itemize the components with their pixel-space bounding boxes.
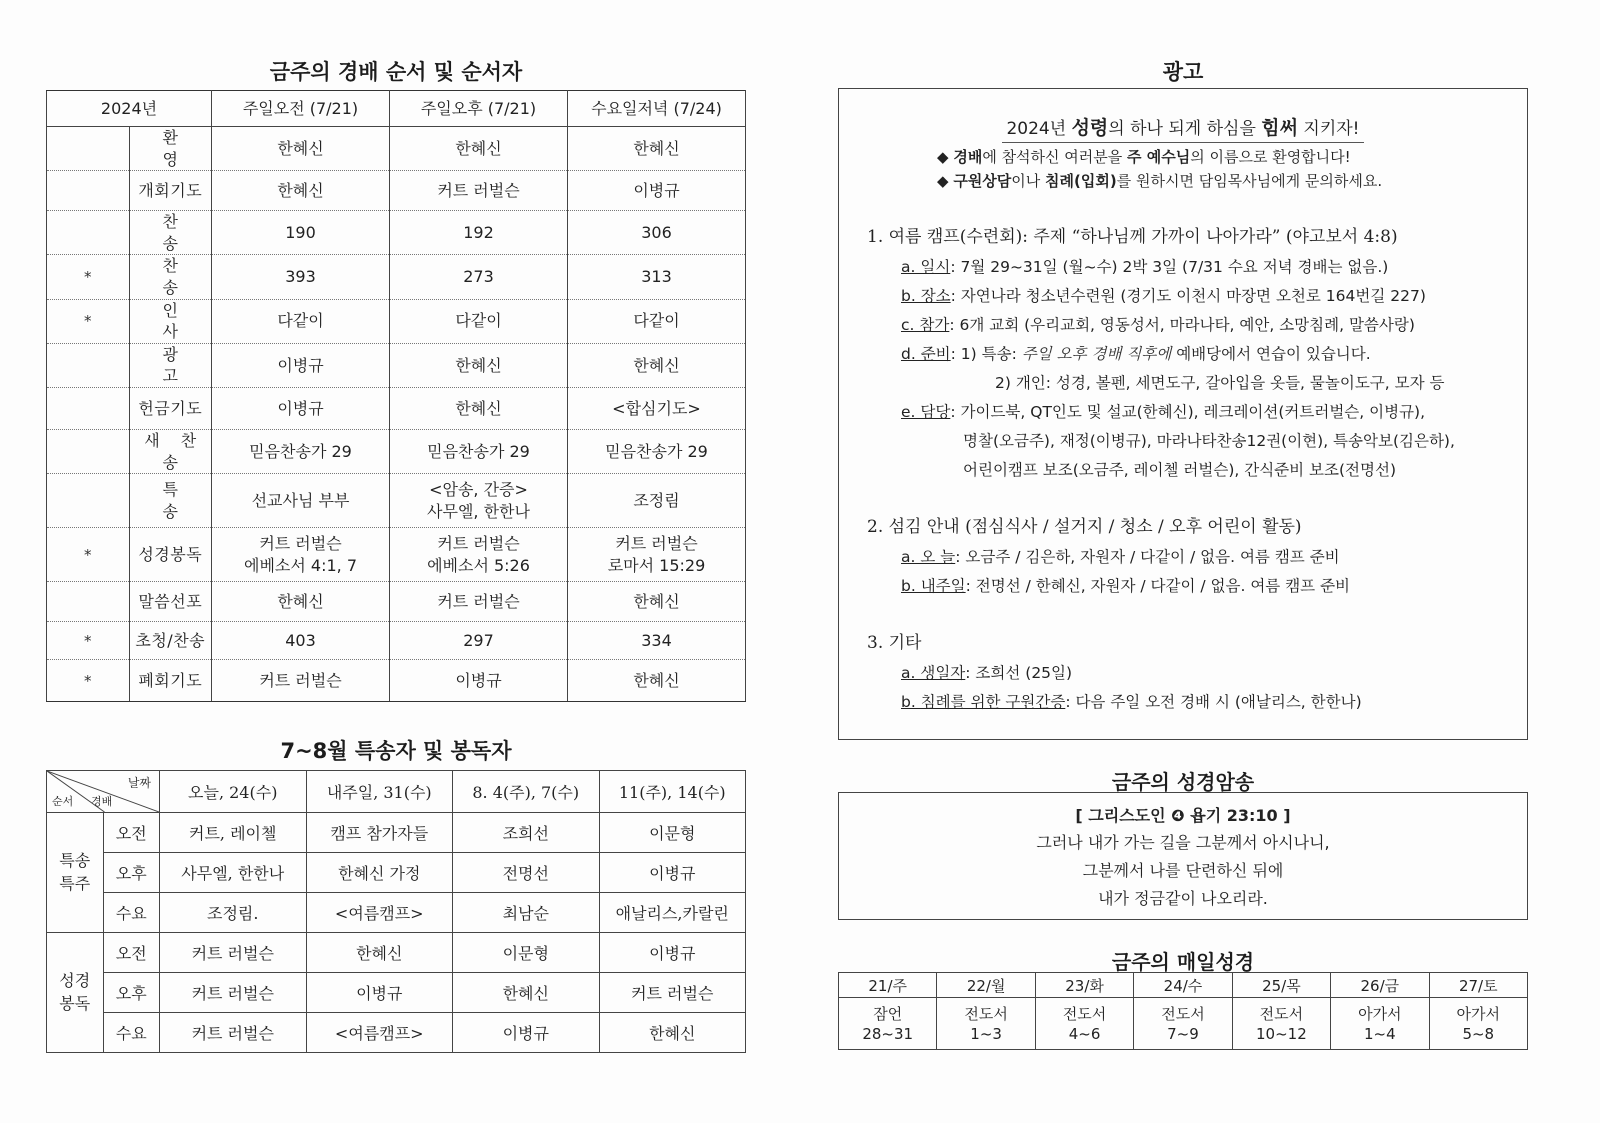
bullet-text: 의 이름으로 환영합니다! — [1190, 148, 1351, 166]
chapter-range: 1~4 — [1363, 1024, 1396, 1043]
order-label: 찬 송 — [129, 211, 212, 255]
worship-row — [47, 127, 746, 171]
special-row — [47, 853, 746, 893]
announcements-title: 광고 — [1162, 60, 1204, 84]
spacer — [867, 601, 1517, 627]
assignee-cell: <여름캠프> — [306, 1013, 453, 1053]
leader-cell — [568, 660, 746, 702]
leader-cell — [390, 474, 568, 528]
cell-line: 이병규 — [277, 355, 324, 375]
standing-marker — [47, 127, 130, 171]
cell-line: 다같이 — [455, 311, 502, 331]
leader-cell — [568, 528, 746, 582]
special-row — [47, 1013, 746, 1053]
cell-line: 사무엘, 한한나 — [427, 501, 530, 521]
assignee-cell: 커트 러벌슨 — [160, 933, 307, 973]
leader-cell — [212, 622, 390, 660]
subitem-key: c. 참가 — [901, 316, 950, 334]
standing-marker — [47, 582, 130, 622]
cell-line: 커트 러벌슨 — [615, 534, 698, 554]
standing-marker — [47, 343, 130, 387]
leader-cell — [212, 171, 390, 211]
cell-line: 커트 러벌슨 — [437, 180, 520, 200]
leader-cell — [390, 171, 568, 211]
assignee-cell: 커트 러벌슨 — [160, 1013, 307, 1053]
announcement-subitem — [867, 282, 1517, 311]
worship-order-title: 금주의 경배 순서 및 순서자 — [269, 60, 523, 84]
day-header: 25/목 — [1232, 973, 1330, 998]
announcement-items — [867, 221, 1517, 717]
leader-cell — [568, 429, 746, 473]
order-label: 폐회기도 — [129, 660, 212, 702]
announcement-subitem — [867, 688, 1517, 717]
bullet-bold: 침례(입회) — [1045, 172, 1117, 190]
service-label: 수요 — [103, 893, 160, 933]
order-label: 특 송 — [129, 474, 212, 528]
standing-marker — [47, 429, 130, 473]
assignee-cell: 이병규 — [306, 973, 453, 1013]
day-header: 27/토 — [1429, 973, 1527, 998]
cell-line: 306 — [641, 222, 672, 242]
worship-row — [47, 387, 746, 429]
leader-cell — [212, 127, 390, 171]
date-column-3: 8. 4(주), 7(수) — [453, 771, 600, 813]
bullet-text: 를 원하시면 담임목사님에게 문의하세요. — [1116, 172, 1383, 190]
cell-line: 커트 러벌슨 — [437, 534, 520, 554]
leader-cell — [212, 474, 390, 528]
worship-row — [47, 343, 746, 387]
verse-line: 그러나 내가 가는 길을 그분께서 아시나니, — [1036, 833, 1330, 852]
subitem-text: : 가이드북, QT인도 및 설교(한혜신), 레크레이션(커트러벌슨, 이병규), — [950, 403, 1426, 421]
special-row — [47, 893, 746, 933]
bullet-welcome — [937, 145, 1382, 169]
cell-line: 믿음찬송가 29 — [605, 441, 708, 461]
cell-line: 297 — [463, 630, 494, 650]
book-name: 아가서 — [1358, 1004, 1402, 1023]
leader-cell — [212, 299, 390, 343]
leader-cell — [390, 211, 568, 255]
assignee-cell: 전명선 — [453, 853, 600, 893]
assignee-cell: <여름캠프> — [306, 893, 453, 933]
cell-line: 한혜신 — [277, 180, 324, 200]
announcement-subitem — [867, 311, 1517, 340]
cell-line: 선교사님 부부 — [251, 490, 350, 510]
assignee-cell: 이문형 — [599, 813, 746, 853]
assignee-cell: 사무엘, 한한나 — [160, 853, 307, 893]
announcement-continuation: 어린이캠프 보조(오금주, 레이첼 러벌슨), 간식준비 보조(전명선) — [963, 461, 1397, 479]
announcement-subitem — [867, 340, 1517, 369]
reading-cell — [1134, 998, 1232, 1050]
cell-line: 한혜신 — [633, 591, 680, 611]
leader-cell — [390, 127, 568, 171]
assignee-cell: 최남순 — [453, 893, 600, 933]
announcement-subitem — [867, 659, 1517, 688]
cell-line: <암송, 간증> — [429, 480, 528, 500]
leader-cell — [390, 528, 568, 582]
chapter-range: 7~9 — [1167, 1024, 1199, 1043]
verse-line: 내가 정금같이 나오리라. — [1098, 889, 1268, 908]
day-header: 24/수 — [1134, 973, 1232, 998]
assignee-cell: 한혜신 — [599, 1013, 746, 1053]
leader-cell — [212, 429, 390, 473]
reading-cell — [937, 998, 1035, 1050]
memory-verse-title: 금주의 성경암송 — [1111, 770, 1255, 794]
verse-line: 그분께서 나를 단련하신 뒤에 — [1082, 861, 1284, 880]
worship-row — [47, 622, 746, 660]
cell-line: 한혜신 — [455, 398, 502, 418]
assignee-cell: 한혜신 — [453, 973, 600, 1013]
chapter-range: 4~6 — [1068, 1024, 1101, 1043]
worship-row — [47, 582, 746, 622]
book-name: 잠언 — [873, 1004, 903, 1023]
date-column-2: 내주일, 31(수) — [306, 771, 453, 813]
bullet-text: 이나 — [1011, 172, 1046, 190]
motto-bold: 성령 — [1071, 117, 1109, 139]
reading-cell — [1232, 998, 1330, 1050]
leader-cell — [212, 582, 390, 622]
standing-marker: * — [47, 528, 130, 582]
corner-worship-label: 경배 — [91, 795, 113, 808]
special-row — [47, 973, 746, 1013]
diamond-bullet-icon: ◆ — [937, 148, 949, 166]
cell-line: 334 — [641, 630, 672, 650]
subitem-key: a. 생일자 — [901, 664, 966, 682]
cell-line: 한혜신 — [633, 670, 680, 690]
cell-line: 이병규 — [277, 398, 324, 418]
worship-row — [47, 660, 746, 702]
assignee-cell: 커트 러벌슨 — [160, 973, 307, 1013]
group-label-line: 성경 — [59, 971, 91, 991]
special-row — [47, 813, 746, 853]
bullet-bold: 경배 — [953, 148, 983, 166]
group-label-line: 특주 — [59, 873, 91, 893]
cell-line: 한혜신 — [277, 138, 324, 158]
cell-line: 한혜신 — [455, 138, 502, 158]
service-label: 오후 — [103, 853, 160, 893]
year-motto — [839, 113, 1527, 143]
cell-line: 조정림 — [633, 490, 680, 510]
subitem-text: 예배당에서 연습이 있습니다. — [1171, 345, 1371, 363]
worship-row — [47, 528, 746, 582]
subitem-key: a. 오 늘 — [901, 548, 956, 566]
announcement-continuation: 명찰(오금주), 재정(이병규), 마라나타찬송12권(이현), 특송악보(김은하), — [963, 432, 1455, 450]
verse-reference: [ 그리스도인 ❹ 욥기 23:10 ] — [1075, 806, 1291, 825]
chapter-range: 5~8 — [1462, 1024, 1495, 1043]
column-header-sunday-am: 주일오전 (7/21) — [212, 91, 390, 127]
motto-text: 지키자! — [1298, 119, 1360, 139]
cell-line: 다같이 — [633, 311, 680, 331]
standing-marker: * — [47, 255, 130, 299]
day-header: 22/월 — [937, 973, 1035, 998]
order-label: 개회기도 — [129, 171, 212, 211]
subitem-text: : 오금주 / 김은하, 자원자 / 다같이 / 없음. 여름 캠프 준비 — [955, 548, 1340, 566]
leader-cell — [568, 387, 746, 429]
standing-marker — [47, 387, 130, 429]
leader-cell — [390, 299, 568, 343]
service-label: 오후 — [103, 973, 160, 1013]
assignee-cell: 이문형 — [453, 933, 600, 973]
group-label-line: 봉독 — [59, 993, 91, 1013]
column-header-sunday-pm: 주일오후 (7/21) — [390, 91, 568, 127]
group-label — [47, 813, 104, 933]
book-name: 전도서 — [1259, 1004, 1304, 1023]
announcement-continuation: 2) 개인: 성경, 볼펜, 세면도구, 갈아입을 옷들, 물놀이도구, 모자 등 — [995, 374, 1445, 392]
motto-text: 의 하나 되게 하심을 — [1108, 119, 1262, 139]
leader-cell — [568, 474, 746, 528]
order-label: 새 찬 송 — [129, 429, 212, 473]
leader-cell — [568, 127, 746, 171]
cell-line: 190 — [285, 222, 316, 242]
special-schedule-title: 7~8월 특송자 및 봉독자 — [280, 739, 512, 763]
daily-header-row — [839, 973, 1528, 998]
announcement-subitem — [867, 543, 1517, 572]
chapter-range: 28~31 — [862, 1024, 914, 1043]
cell-line: 커트 러벌슨 — [259, 670, 342, 690]
subitem-text: : 조희선 (25일) — [965, 664, 1073, 682]
corner-date-label: 날짜 — [127, 776, 151, 790]
order-label: 헌금기도 — [129, 387, 212, 429]
announcement-heading: 3. 기타 — [867, 633, 922, 653]
announcements-box — [838, 88, 1528, 740]
leader-cell — [212, 387, 390, 429]
worship-order-table — [46, 90, 746, 702]
reading-cell — [1331, 998, 1429, 1050]
diagonal-corner-header — [47, 771, 160, 813]
motto-bold: 힘써 — [1261, 117, 1299, 139]
subitem-text: : 다음 주일 오전 경배 시 (애날리스, 한한나) — [1065, 693, 1362, 711]
day-header: 26/금 — [1331, 973, 1429, 998]
cell-line: 다같이 — [277, 311, 324, 331]
leader-cell — [568, 255, 746, 299]
assignee-cell: 캠프 참가자들 — [306, 813, 453, 853]
leader-cell — [212, 660, 390, 702]
service-label: 오전 — [103, 933, 160, 973]
assignee-cell: 커트 러벌슨 — [599, 973, 746, 1013]
motto-text: 2024년 — [1006, 119, 1072, 139]
cell-line: 커트 러벌슨 — [259, 534, 342, 554]
leader-cell — [390, 582, 568, 622]
worship-row — [47, 211, 746, 255]
book-name: 전도서 — [964, 1004, 1008, 1023]
column-header-wednesday: 수요일저녁 (7/24) — [568, 91, 746, 127]
day-header: 23/화 — [1035, 973, 1133, 998]
memory-verse-box — [838, 792, 1528, 920]
date-column-1: 오늘, 24(수) — [160, 771, 307, 813]
subitem-key: b. 침례를 위한 구원간증 — [901, 693, 1066, 711]
announcement-subitem — [867, 398, 1517, 427]
order-label: 광 고 — [129, 343, 212, 387]
group-label — [47, 933, 104, 1053]
cell-line: 한혜신 — [633, 138, 680, 158]
standing-marker — [47, 474, 130, 528]
bullet-bold: 주 예수님 — [1127, 148, 1191, 166]
special-header-row — [47, 771, 746, 813]
subitem-text: : 전명선 / 한혜신, 자원자 / 다같이 / 없음. 여름 캠프 준비 — [965, 577, 1351, 595]
subitem-key: b. 장소 — [901, 287, 951, 305]
assignee-cell: 이병규 — [599, 853, 746, 893]
service-label: 수요 — [103, 1013, 160, 1053]
subitem-text: : 6개 교회 (우리교회, 영동성서, 마라나타, 예안, 소망침례, 말씀사랑) — [949, 316, 1415, 334]
cell-line: 커트 러벌슨 — [437, 591, 520, 611]
worship-row — [47, 171, 746, 211]
reading-cell — [1035, 998, 1133, 1050]
worship-header-row — [47, 91, 746, 127]
leader-cell — [212, 528, 390, 582]
cell-line: 한혜신 — [455, 355, 502, 375]
standing-marker: * — [47, 622, 130, 660]
cell-line: 192 — [463, 222, 494, 242]
corner-order-label: 순서 — [52, 795, 74, 808]
subitem-key: e. 담당 — [901, 403, 951, 421]
welcome-bullets — [937, 145, 1382, 193]
cell-line: <합심기도> — [612, 398, 701, 418]
cell-line: 이병규 — [455, 670, 502, 690]
daily-bible-table — [838, 972, 1528, 1050]
book-name: 전도서 — [1161, 1004, 1205, 1023]
cell-line: 로마서 15:29 — [607, 555, 706, 575]
assignee-cell: 한혜신 가정 — [306, 853, 453, 893]
order-label: 말씀선포 — [129, 582, 212, 622]
announcement-heading: 2. 섬김 안내 (점심식사 / 설거지 / 청소 / 오후 어린이 활동) — [867, 517, 1302, 537]
leader-cell — [390, 255, 568, 299]
cell-line: 믿음찬송가 29 — [249, 441, 352, 461]
assignee-cell: 애날리스,카랄린 — [599, 893, 746, 933]
cell-line: 393 — [285, 267, 316, 287]
cell-line: 한혜신 — [277, 591, 324, 611]
bullet-text: 에 참석하신 여러분을 — [982, 148, 1128, 166]
worship-row — [47, 255, 746, 299]
chapter-range: 1~3 — [970, 1024, 1002, 1043]
spacer — [867, 485, 1517, 511]
assignee-cell: 커트, 레이첼 — [160, 813, 307, 853]
subitem-text: : 1) 특송: — [950, 345, 1022, 363]
leader-cell — [390, 387, 568, 429]
book-name: 전도서 — [1062, 1004, 1107, 1023]
order-label: 초청/찬송 — [129, 622, 212, 660]
daily-bible-title: 금주의 매일성경 — [1111, 950, 1255, 974]
assignee-cell: 조희선 — [453, 813, 600, 853]
cell-line: 313 — [641, 267, 672, 287]
assignee-cell: 이병규 — [599, 933, 746, 973]
bullet-contact — [937, 169, 1382, 193]
leader-cell — [390, 429, 568, 473]
worship-row — [47, 429, 746, 473]
reading-cell — [1429, 998, 1527, 1050]
subitem-key: a. 일시 — [901, 258, 951, 276]
subitem-text: : 자연나라 청소년수련원 (경기도 이천시 마장면 오천로 164번길 227) — [950, 287, 1426, 305]
assignee-cell: 이병규 — [453, 1013, 600, 1053]
service-label: 오전 — [103, 813, 160, 853]
cell-line: 한혜신 — [633, 355, 680, 375]
announcement-subitem — [867, 253, 1517, 282]
group-label-line: 특송 — [59, 851, 91, 871]
handwritten-note: 주일 오후 경배 직후에 — [1021, 345, 1172, 363]
cell-line: 이병규 — [633, 180, 680, 200]
subitem-key: d. 준비 — [901, 345, 951, 363]
order-label: 환 영 — [129, 127, 212, 171]
reading-cell — [839, 998, 937, 1050]
cell-line: 믿음찬송가 29 — [427, 441, 530, 461]
day-header: 21/주 — [839, 973, 937, 998]
subitem-key: b. 내주일 — [901, 577, 966, 595]
announcement-subitem — [867, 572, 1517, 601]
leader-cell — [568, 171, 746, 211]
standing-marker: * — [47, 660, 130, 702]
year-header: 2024년 — [47, 91, 212, 127]
special-schedule-table — [46, 770, 746, 1053]
date-column-4: 11(주), 14(수) — [599, 771, 746, 813]
leader-cell — [390, 622, 568, 660]
leader-cell — [390, 660, 568, 702]
cell-line: 에베소서 5:26 — [427, 555, 530, 575]
special-row — [47, 933, 746, 973]
assignee-cell: 한혜신 — [306, 933, 453, 973]
leader-cell — [212, 211, 390, 255]
cell-line: 에베소서 4:1, 7 — [243, 555, 357, 575]
order-label: 인 사 — [129, 299, 212, 343]
bullet-bold: 구원상담 — [953, 172, 1012, 190]
order-label: 찬 송 — [129, 255, 212, 299]
worship-row — [47, 474, 746, 528]
order-label: 성경봉독 — [129, 528, 212, 582]
cell-line: 273 — [463, 267, 494, 287]
leader-cell — [568, 622, 746, 660]
subitem-text: : 7월 29~31일 (월~수) 2박 3일 (7/31 수요 저녁 경배는 없음.) — [950, 258, 1389, 276]
diamond-bullet-icon: ◆ — [937, 172, 949, 190]
daily-reading-row — [839, 998, 1528, 1050]
worship-row — [47, 299, 746, 343]
leader-cell — [568, 582, 746, 622]
standing-marker: * — [47, 299, 130, 343]
cell-line: 403 — [285, 630, 316, 650]
standing-marker — [47, 211, 130, 255]
leader-cell — [568, 211, 746, 255]
standing-marker — [47, 171, 130, 211]
leader-cell — [568, 343, 746, 387]
assignee-cell: 조정림. — [160, 893, 307, 933]
leader-cell — [212, 343, 390, 387]
announcement-heading: 1. 여름 캠프(수련회): 주제 “하나님께 가까이 나아가라” (야고보서 4:8) — [867, 227, 1398, 247]
leader-cell — [390, 343, 568, 387]
chapter-range: 10~12 — [1256, 1024, 1307, 1043]
book-name: 아가서 — [1456, 1004, 1500, 1023]
leader-cell — [568, 299, 746, 343]
leader-cell — [212, 255, 390, 299]
